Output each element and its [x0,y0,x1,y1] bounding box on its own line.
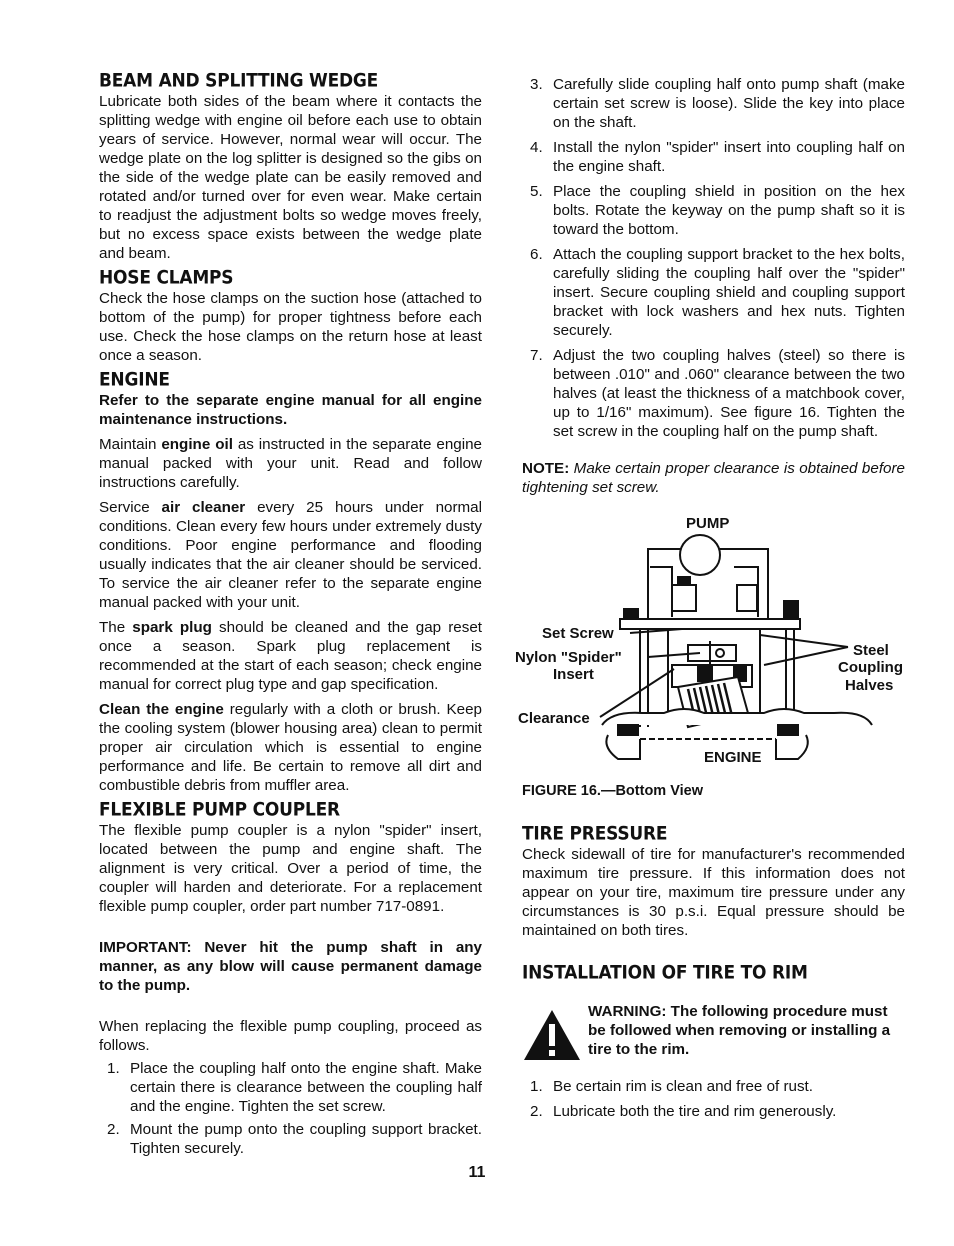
beam-heading: BEAM AND SPLITTING WEDGE [99,69,379,92]
label-clearance: Clearance [518,710,590,727]
left-column [99,69,482,1158]
spark-plug-paragraph: The spark plug should be cleaned and the gap reset once a season. Spark plug replacement is recommended at the start of each season; check engine manual for correct plug type and gap specification. [99,619,482,693]
label-halves: Halves [845,677,894,694]
label-coupling: Coupling [838,659,903,676]
coupling-figure [515,515,905,787]
page-number: 11 [468,1164,486,1181]
label-nylon-spider: Nylon "Spider" [515,649,622,666]
tire-rim-steps [522,1077,905,1121]
warning-block [522,1002,905,1059]
hose-body: Check the hose clamps on the suction hose (attached to bottom of the pump) for proper tightness before each use. Check the hose clamps on the return hose at least once a season. [99,290,482,364]
coupling-steps-right [522,75,905,441]
engine-intro: Refer to the separate engine manual for all engine maintenance instructions. [99,392,482,428]
warning-text: WARNING: The following procedure must be followed when removing or installing a tire to the rim. [588,1003,891,1058]
beam-body: Lubricate both sides of the beam where it contacts the splitting wedge with engine oil before each use to obtain years of service. However, normal wear will occur. The wedge plate on the log splitter is designed so the gibs on the side of the wedge plate can be easily removed and rotated and/or turned over for even wear. Make certain to readjust the adjustment bolts so wedge moves freely, but no excess space exists between the wedge plate and beam. [99,93,482,262]
coupler-body: The flexible pump coupler is a nylon "spider" insert, located between the pump and engine shaft. The alignment is very critical. Over a period of time, the coupler will harden and deteriorate. For a replacement flexible pump coupler, order part number 717-0891. [99,822,482,915]
list-item: 1. Place the coupling half onto the engine shaft. Make certain there is clearance between the coupling half and the engine. Tighten the set screw. [107,1060,482,1115]
right-column [515,75,905,1121]
label-set-screw: Set Screw [542,625,614,642]
list-item: 7. Adjust the two coupling halves (steel) so there is between .010" and .060" clearance between the two halves (at least the thickness of a matchbook cover, up to 1/16" maximum). See figure 16. Tighten the set screw in the coupling half on the pump shaft. [530,347,905,440]
list-item: 5. Place the coupling shield in position on the hex bolts. Rotate the keyway on the pump shaft so it is toward the bottom. [530,183,905,238]
note: NOTE: Make certain proper clearance is obtained before tightening set screw. [522,460,905,496]
list-item: 2. Mount the pump onto the coupling support bracket. Tighten securely. [107,1121,482,1157]
engine-heading: ENGINE [99,368,170,391]
list-item: 6. Attach the coupling support bracket to the hex bolts, carefully sliding the coupling half over the "spider" insert. Secure coupling shield and coupling support bracket with lock washers and hex nuts. Tighten securely. [530,246,905,339]
list-item: 4. Install the nylon "spider" insert into coupling half on the engine shaft. [530,139,905,175]
engine-oil-paragraph: Maintain engine oil as instructed in the separate engine manual packed with your unit. Read and follow instructions carefully. [99,436,482,491]
coupler-heading: FLEXIBLE PUMP COUPLER [99,798,340,821]
list-item: 2. Lubricate both the tire and rim generously. [530,1103,837,1120]
coupling-intro: When replacing the flexible pump coupling, proceed as follows. [99,1018,482,1054]
hose-heading: HOSE CLAMPS [99,266,234,289]
tire-pressure-body: Check sidewall of tire for manufacturer's recommended maximum tire pressure. If this information does not appear on your tire, maximum tire pressure under any circumstances is 30 p.s.i. Equal pressure should be maintained on both tires. [522,846,905,939]
label-insert: Insert [553,666,594,683]
tire-rim-heading: INSTALLATION OF TIRE TO RIM [522,961,808,984]
list-item: 3. Carefully slide coupling half onto pump shaft (make certain set screw is loose). Slide the key into place on the shaft. [530,76,905,131]
clean-engine-paragraph: Clean the engine regularly with a cloth or brush. Keep the cooling system (blower housing area) clean to permit proper air circulation which is essential to engine performance and life. Be certain to remove all dirt and combustible debris from muffler area. [99,701,482,794]
air-cleaner-paragraph: Service air cleaner every 25 hours under normal conditions. Clean every few hours under extremely dusty conditions. Poor engine performance and flooding usually indicates that the air cleaner should be serviced. To service the air cleaner refer to the separate engine manual packed with your unit. [99,499,482,611]
label-steel: Steel [853,642,889,659]
figure-caption: FIGURE 16.—Bottom View [522,783,704,799]
label-pump: PUMP [686,515,730,532]
tire-pressure-heading: TIRE PRESSURE [522,822,668,845]
list-item: 1. Be certain rim is clean and free of rust. [530,1078,813,1095]
important-note: IMPORTANT: Never hit the pump shaft in any manner, as any blow will cause permanent damage to the pump. [99,939,482,994]
label-engine: ENGINE [704,749,762,766]
coupling-steps-left [99,1059,482,1158]
warning-triangle-icon [522,1008,582,1062]
